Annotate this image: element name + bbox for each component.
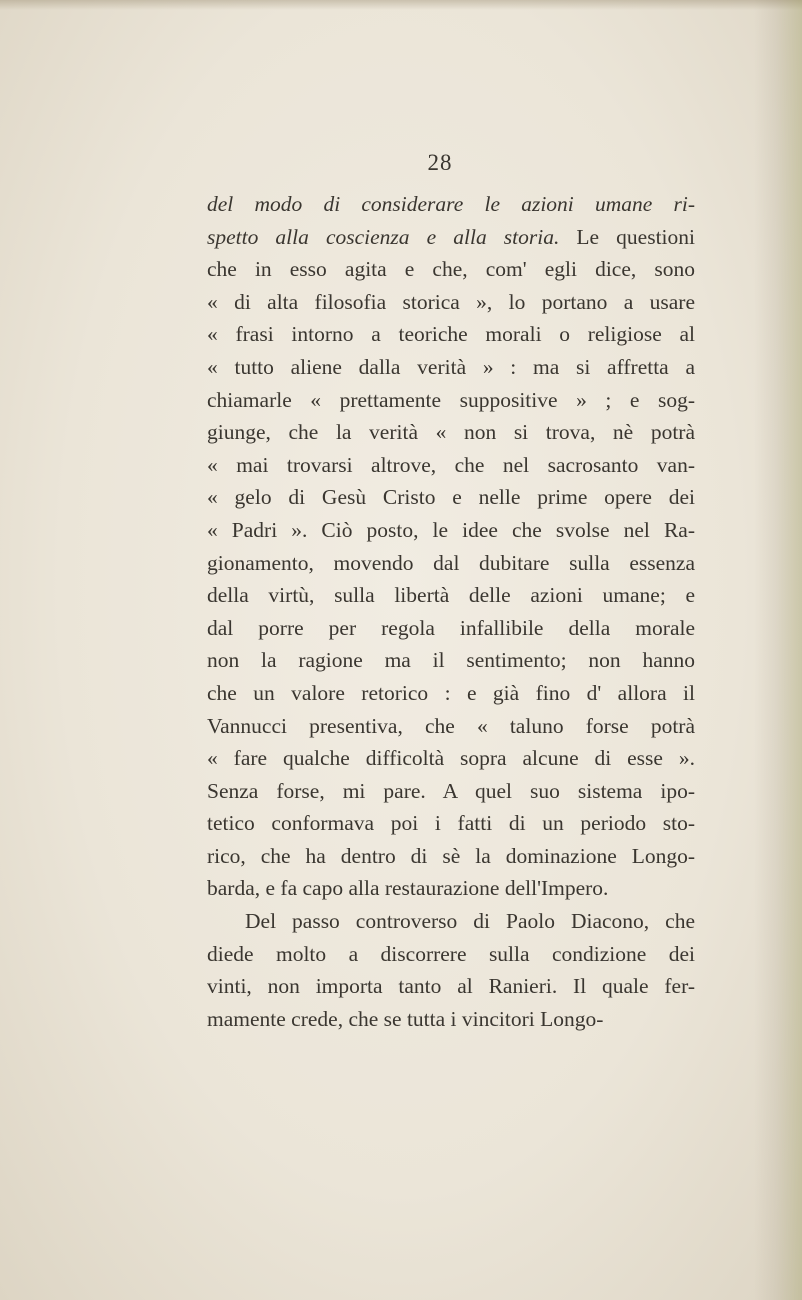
text-line: [207, 742, 695, 775]
text-line: [207, 384, 695, 417]
text-segment: « mai trovarsi altrove, che nel sacrosanto van-: [207, 452, 695, 477]
text-segment: che in esso agita e che, com' egli dice, sono: [207, 257, 695, 282]
text-segment: dal porre per regola infallibile della morale: [207, 615, 695, 640]
text-line: [207, 481, 695, 514]
text-segment: del modo di considerare le azioni umane ri-: [207, 192, 695, 216]
text-segment: « Padri ». Ciò posto, le idee che svolse nel Ra-: [207, 517, 695, 542]
text-segment: Del passo controverso di Paolo Diacono, che: [245, 909, 695, 934]
text-line: [207, 905, 695, 938]
text-segment: vinti, non importa tanto al Ranieri. Il quale fer-: [207, 974, 695, 999]
text-segment: Senza forse, mi pare. A quel suo sistema ipo-: [207, 778, 695, 803]
text-segment: spetto alla coscienza e alla storia.: [207, 224, 560, 249]
text-segment: « gelo di Gesù Cristo e nelle prime opere dei: [207, 485, 695, 510]
text-line: [207, 286, 695, 319]
text-line: [207, 644, 695, 677]
text-line: [207, 938, 695, 971]
text-line: [207, 807, 695, 840]
text-segment: rico, che ha dentro di sè la dominazione Longo-: [207, 843, 695, 868]
text-line: [207, 318, 695, 351]
text-line: [207, 449, 695, 482]
text-segment: barda, e fa capo alla restaurazione dell'Impero.: [207, 876, 609, 901]
page-number: 28: [427, 150, 453, 175]
text-line: [207, 1003, 695, 1036]
text-line: [207, 612, 695, 645]
text-line: [207, 547, 695, 580]
text-segment: non la ragione ma il sentimento; non hanno: [207, 648, 695, 673]
text-line: [207, 677, 695, 710]
text-segment: tetico conformava poi i fatti di un periodo sto-: [207, 811, 695, 836]
text-segment: « tutto aliene dalla verità » : ma si affretta a: [207, 354, 695, 379]
text-line: [207, 579, 695, 612]
text-line: [207, 514, 695, 547]
text-segment: « frasi intorno a teoriche morali o religiose al: [207, 322, 695, 347]
text-segment: Le questioni: [559, 224, 695, 249]
text-line: [207, 221, 695, 254]
text-segment: « fare qualche difficoltà sopra alcune di esse ».: [207, 746, 695, 771]
page-top-shadow: [0, 0, 802, 10]
text-segment: che un valore retorico : e già fino d' allora il: [207, 680, 695, 705]
body-text: [207, 188, 695, 1035]
text-line: [207, 710, 695, 743]
text-segment: Vannucci presentiva, che « taluno forse potrà: [207, 713, 695, 738]
page-right-edge-stain: [754, 0, 802, 1300]
text-line: [207, 188, 695, 221]
text-line: [207, 840, 695, 873]
text-segment: della virtù, sulla libertà delle azioni umane; e: [207, 583, 695, 608]
text-line: [207, 416, 695, 449]
text-segment: chiamarle « prettamente suppositive » ; e sog-: [207, 387, 695, 412]
text-line: [207, 970, 695, 1003]
text-segment: diede molto a discorrere sulla condizione dei: [207, 941, 695, 966]
text-line: [207, 775, 695, 808]
text-line: [207, 872, 695, 905]
text-segment: mamente crede, che se tutta i vincitori Longo-: [207, 1006, 604, 1031]
text-segment: giunge, che la verità « non si trova, nè potrà: [207, 420, 695, 445]
text-segment: « di alta filosofia storica », lo portano a usare: [207, 289, 695, 314]
text-line: [207, 351, 695, 384]
text-line: [207, 253, 695, 286]
text-segment: gionamento, movendo dal dubitare sulla essenza: [207, 550, 695, 575]
